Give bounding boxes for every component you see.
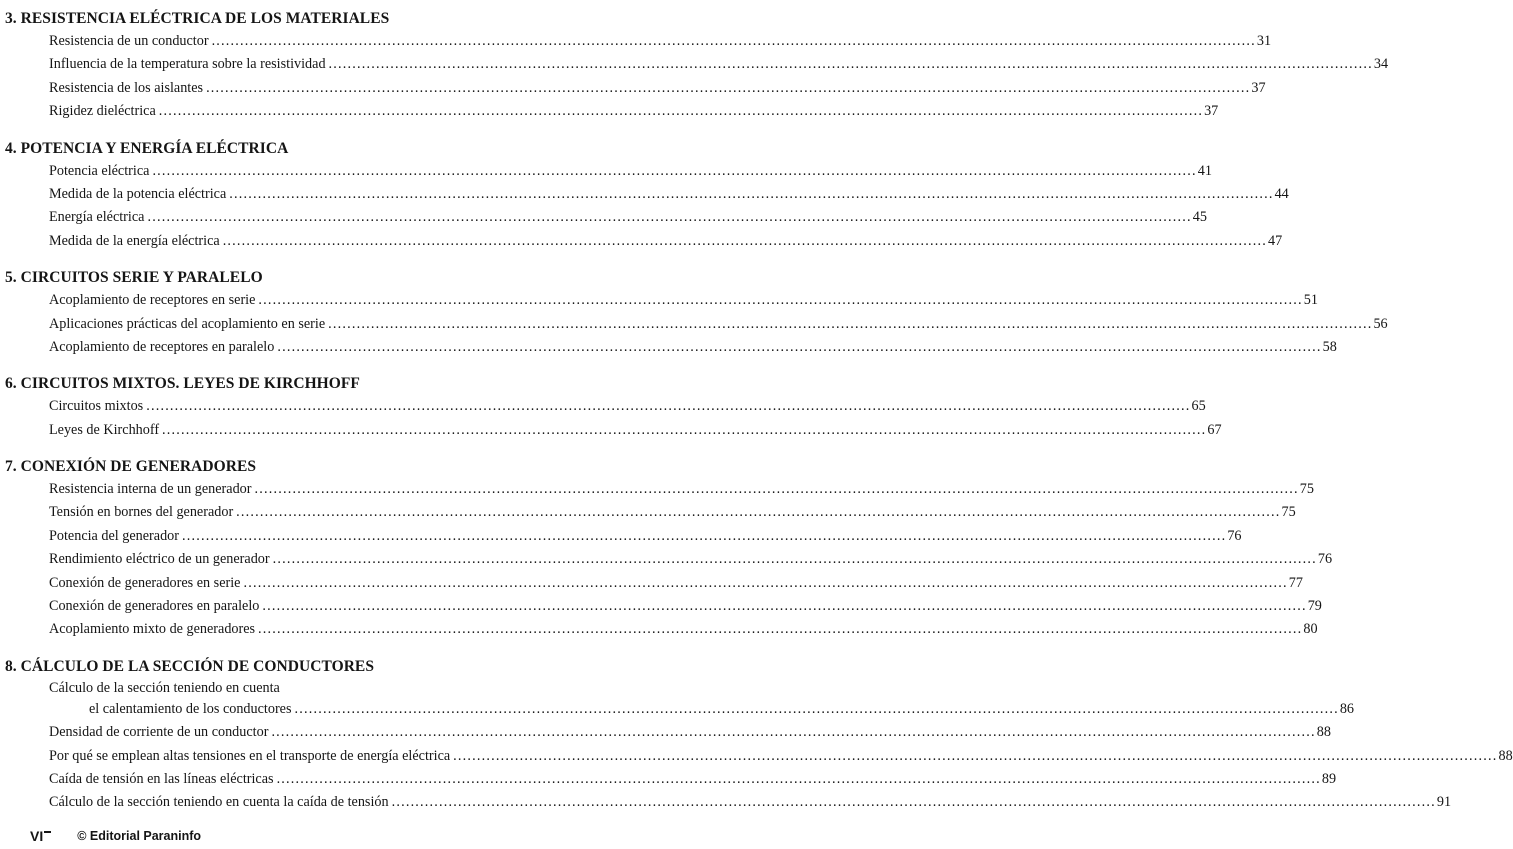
toc-entry-text: Rendimiento eléctrico de un generador [49,551,270,568]
table-of-contents [5,8,1513,829]
toc-page-number: 37 [1251,79,1266,96]
dot-leader: ............................................................................................................................................................................................................................ [453,747,1498,764]
dot-leader: ............................................................................................................................................................................................................................ [277,338,1322,355]
toc-entry-text: Potencia eléctrica [49,162,150,179]
dot-leader: ............................................................................................................................................................................................................................ [146,398,1191,415]
dot-leader: ............................................................................................................................................................................................................................ [158,103,1204,120]
toc-entry[interactable] [49,30,1272,53]
toc-entry-text: Por qué se emplean altas tensiones en el transporte de energía eléctrica [49,747,451,764]
chapter-section [5,138,1289,254]
toc-entry[interactable] [49,313,1388,336]
chapter-section [5,373,1222,442]
toc-page-number: 67 [1207,421,1222,438]
toc-page-number: 80 [1303,621,1318,638]
toc-entry-text: Influencia de la temperatura sobre la resistividad [49,56,326,73]
toc-page-number: 44 [1274,185,1289,202]
page-footer [30,828,201,844]
toc-page-number: 77 [1288,574,1303,591]
toc-entry[interactable] [49,791,1452,814]
toc-entry-continuation: el calentamiento de los conductores [89,700,292,717]
toc-entry[interactable] [49,160,1212,183]
toc-entry[interactable] [49,230,1283,253]
toc-entry[interactable] [49,595,1322,618]
toc-entry[interactable] [49,478,1314,501]
dot-leader: ............................................................................................................................................................................................................................ [272,551,1317,568]
dot-leader: ............................................................................................................................................................................................................................ [262,598,1307,615]
toc-entry[interactable] [49,100,1219,123]
toc-entry[interactable] [49,53,1389,76]
dot-leader: ............................................................................................................................................................................................................................ [328,315,1373,332]
chapter-entries [5,160,1289,254]
chapter-entries [5,678,1513,815]
toc-page-number: 65 [1191,398,1206,415]
toc-page-number: 88 [1498,747,1513,764]
toc-entry-text: Conexión de generadores en paralelo [49,598,260,615]
toc-entry-text: Cálculo de la sección teniendo en cuenta la caída de tensión [49,794,389,811]
toc-page-number: 41 [1197,162,1212,179]
toc-page-number: 89 [1321,770,1337,787]
toc-entry-text: Medida de la energía eléctrica [49,232,220,249]
toc-entry-text: Caída de tensión en las líneas eléctricas [49,770,274,787]
toc-entry-text: Tensión en bornes del generador [49,504,234,521]
toc-entry-text: Acoplamiento de receptores en serie [49,292,256,309]
dot-leader: ............................................................................................................................................................................................................................ [229,185,1274,202]
publisher-credit: © Editorial Paraninfo [77,829,202,843]
chapter-title: 3. RESISTENCIA ELÉCTRICA DE LOS MATERIALES [5,10,390,27]
toc-entry-text: Leyes de Kirchhoff [49,421,160,438]
toc-page-number: 76 [1227,527,1242,544]
toc-entry[interactable] [49,501,1296,524]
toc-page-number: 79 [1307,598,1322,615]
chapter-title: 5. CIRCUITOS SERIE Y PARALELO [5,269,263,287]
chapter-section [5,267,1388,359]
toc-entry[interactable] [49,77,1266,100]
dot-leader: ............................................................................................................................................................................................................................ [294,700,1339,717]
dot-leader: ............................................................................................................................................................................................................................ [271,724,1316,741]
toc-entry[interactable] [49,525,1242,548]
toc-entry[interactable] [49,206,1207,229]
toc-entry[interactable] [49,548,1333,571]
toc-page-number: 34 [1373,56,1389,73]
toc-page-number: 91 [1436,794,1452,811]
chapter-entries [5,30,1389,124]
toc-page-number: 88 [1316,724,1331,741]
toc-entry[interactable] [49,289,1318,312]
toc-page-number: 47 [1268,232,1283,249]
toc-entry-text: Aplicaciones prácticas del acoplamiento en serie [49,315,326,332]
toc-entry[interactable] [49,419,1222,442]
dot-leader: ............................................................................................................................................................................................................................ [254,481,1299,498]
chapter-entries [5,478,1333,642]
dot-leader: ............................................................................................................................................................................................................................ [211,33,1256,49]
toc-page-number: 58 [1322,338,1337,355]
toc-page-number: 76 [1317,551,1333,568]
toc-entry[interactable] [49,395,1206,418]
toc-page-number: 45 [1192,209,1207,226]
dot-leader: ............................................................................................................................................................................................................................ [276,770,1321,787]
page-number: VI [30,828,44,844]
toc-entry[interactable] [49,745,1513,768]
toc-entry-text: Resistencia de los aislantes [49,79,204,96]
toc-page-number: 75 [1299,481,1314,498]
toc-entry-text: Resistencia interna de un generador [49,481,252,498]
chapter-entries [5,289,1388,359]
dot-leader: ............................................................................................................................................................................................................................ [152,162,1197,179]
dot-leader: ............................................................................................................................................................................................................................ [258,292,1303,309]
dot-leader: ............................................................................................................................................................................................................................ [258,621,1303,638]
dot-leader: ............................................................................................................................................................................................................................ [162,421,1207,438]
dot-leader: ............................................................................................................................................................................................................................ [222,232,1267,249]
chapter-section [5,656,1513,815]
chapter-section [5,456,1333,642]
chapter-entries [5,395,1222,442]
toc-page-number: 75 [1281,504,1296,521]
toc-entry[interactable] [49,721,1331,744]
toc-entry-text: Acoplamiento de receptores en paralelo [49,338,275,355]
toc-entry[interactable] [49,336,1337,359]
toc-entry-text: Densidad de corriente de un conductor [49,724,269,741]
dot-leader: ............................................................................................................................................................................................................................ [182,527,1227,544]
dot-leader: ............................................................................................................................................................................................................................ [147,209,1192,226]
toc-entry-text: Potencia del generador [49,527,179,544]
chapter-title: 7. CONEXIÓN DE GENERADORES [5,458,257,476]
toc-entry[interactable] [49,618,1318,641]
dot-leader: ............................................................................................................................................................................................................................ [243,574,1288,591]
dot-leader: ............................................................................................................................................................................................................................ [391,794,1436,811]
toc-entry-text: Energía eléctrica [49,209,145,226]
dot-leader: ............................................................................................................................................................................................................................ [206,79,1251,96]
toc-entry[interactable] [49,698,1354,721]
toc-entry-text: Acoplamiento mixto de generadores [49,621,256,638]
toc-entry-text: Resistencia de un conductor [49,33,209,49]
toc-entry[interactable] [49,183,1289,206]
toc-entry[interactable] [49,768,1337,791]
toc-page-number: 37 [1204,103,1219,120]
toc-page-number: 51 [1303,292,1318,309]
dot-leader: ............................................................................................................................................................................................................................ [236,504,1281,521]
toc-entry[interactable] [49,572,1303,595]
toc-entry-text: Conexión de generadores en serie [49,574,241,591]
chapter-title: 4. POTENCIA Y ENERGÍA ELÉCTRICA [5,139,289,157]
toc-entry-text: Circuitos mixtos [49,398,144,415]
toc-entry-text: Cálculo de la sección teniendo en cuenta [49,679,280,696]
toc-page-number: 56 [1373,315,1388,332]
chapter-title: 8. CÁLCULO DE LA SECCIÓN DE CONDUCTORES [5,657,374,675]
dot-leader: ............................................................................................................................................................................................................................ [328,56,1373,73]
chapter-section [5,8,1389,124]
toc-page-number: 31 [1256,33,1272,49]
chapter-title: 6. CIRCUITOS MIXTOS. LEYES DE KIRCHHOFF [5,375,360,393]
toc-entry-text: Medida de la potencia eléctrica [49,185,227,202]
toc-entry-text: Rigidez dieléctrica [49,103,156,120]
toc-page-number: 86 [1339,700,1354,717]
